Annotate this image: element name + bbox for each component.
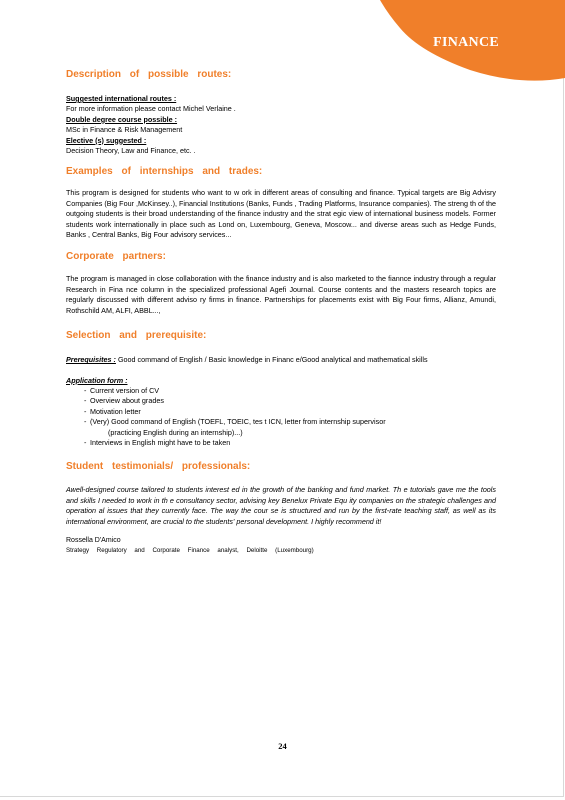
internships-text: This program is designed for students who want to w ork in different areas of consulting and finance. Typical targets are Big Advisry Companies (Big Four ,McKinsey..), Financial Institutions (Banks, Funds , Trading Platforms, Insurance companies). The streng th of the outgoing students is their broad understanding of the finance industry and the strat egic view of international business models. Former students work internationally in place such as Lond on, Luxembourg, Geneva, Moscow... and diverse areas such as Hedge Funds, Banks , Central Banks, Big Four advisory services... xyxy=(66,188,496,240)
double-degree-text: MSc in Finance & Risk Management xyxy=(66,125,183,135)
list-item: - Interviews in English might have to be taken xyxy=(84,437,231,447)
application-form-label: Application form : xyxy=(66,375,128,385)
routes-heading: Description of possible routes: xyxy=(66,69,232,80)
list-item: - (Very) Good command of English (TOEFL, TOEIC, tes t ICN, letter from internship supervisor xyxy=(84,417,386,427)
list-item: - Overview about grades xyxy=(84,396,164,406)
testimonials-heading: Student testimonials/ professionals: xyxy=(66,461,251,473)
list-item: - Motivation letter xyxy=(84,406,141,416)
page-number: 24 xyxy=(278,741,287,751)
suggested-routes-text: For more information please contact Michel Verlaine . xyxy=(66,104,236,114)
testimonial-author: Rossella D'Amico xyxy=(66,536,121,544)
list-item-continuation: (practicing English during an internship)...) xyxy=(108,427,243,437)
main-content xyxy=(66,68,496,555)
prerequisites-text: Good command of English / Basic knowledge in Financ e/Good analytical and mathematical skills xyxy=(117,355,428,365)
application-list xyxy=(66,386,496,448)
partners-heading: Corporate partners: xyxy=(66,251,166,263)
testimonial-quote: Awell-designed course tailored to students interest ed in the growth of the banking and fund market. Th e tutorials gave me the tools and skills I needed to work in th e consultancy sector, advising key Benelux Private Equ ity companies on the strategic challenges and operation al issues that they currently face. The way the cour se is structured and run by the first-rate teaching staff, as well as its international environment, are crucial to the students' personal development. I highly recommend it! xyxy=(66,485,496,526)
selection-heading: Selection and prerequisite: xyxy=(66,330,207,342)
prerequisites-label: Prerequisites : xyxy=(66,355,116,365)
list-item: - Current version of CV xyxy=(84,385,160,395)
internships-heading: Examples of internships and trades: xyxy=(66,166,263,178)
partners-text: The program is managed in close collaboration with the finance industry and is also marketed to the fiannce industry through a regular Research in Fina nce column in the specialized professional Agefi Journal. Course contents and the masters research topics are regularly discussed with different adviso ry firms in finance. Partnerships for placements exist with Big Four firms, Allianz, Amundi, Rothschild AM, ALFI, ABBL..., xyxy=(66,274,496,315)
prerequisites-paragraph xyxy=(66,355,496,365)
elective-label: Elective (s) suggested : xyxy=(66,135,147,145)
elective-text: Decision Theory, Law and Finance, etc. . xyxy=(66,146,196,156)
routes-section xyxy=(66,94,496,156)
page-title: FINANCE xyxy=(433,35,499,50)
testimonial-author-role: Strategy Regulatory and Corporate Finance analyst, Deloitte (Luxembourg) xyxy=(66,546,314,554)
suggested-routes-label: Suggested international routes : xyxy=(66,94,177,103)
double-degree-label: Double degree course possible : xyxy=(66,114,178,124)
